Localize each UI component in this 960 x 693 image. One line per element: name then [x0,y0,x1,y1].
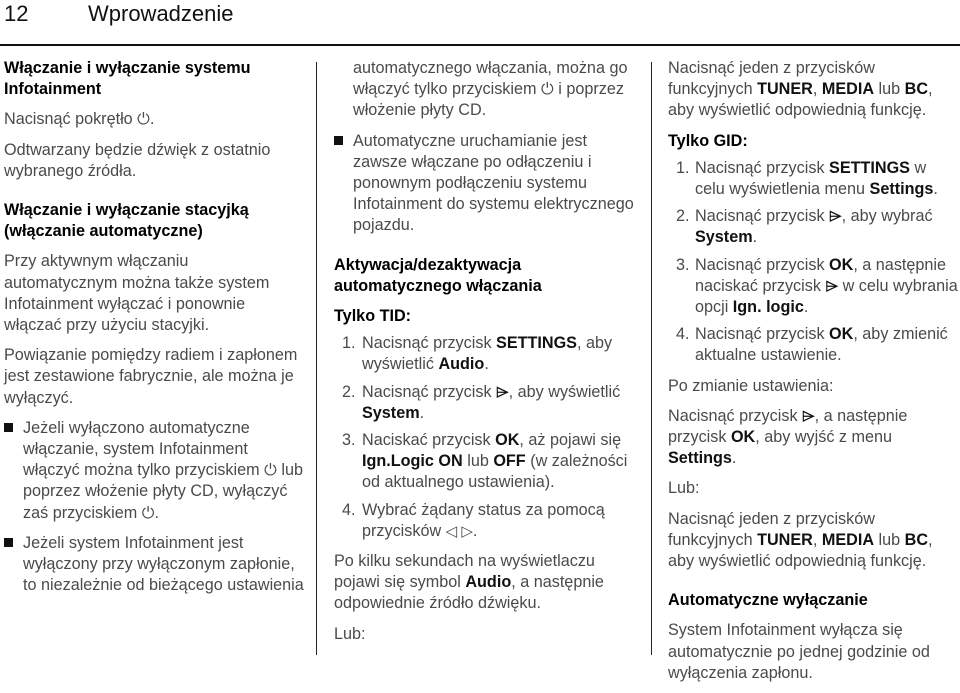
next-button-icon: ⌲ [496,382,509,401]
step-item: 1. Nacisnąć przycisk SETTINGS, aby wyświetlić Audio. [342,334,613,374]
paragraph-lub: Lub: [334,624,366,643]
prev-next-icons: ◁ ▷ [445,522,473,540]
next-button-icon: ⌲ [829,207,842,226]
bullet-square-icon [334,136,343,145]
column-3 [668,58,958,693]
paragraph: Nacisnąć przycisk ⌲, a następnie przycisk OK, aby wyjść z menu Settings. [668,406,908,468]
next-button-icon: ⌲ [802,406,815,425]
tid-label: Tylko TID: [334,307,412,326]
step-item: 4. Nacisnąć przycisk OK, aby zmienić aktualne ustawienie. [676,325,948,365]
paragraph: automatycznego włączania, można go włączyć tylko przyciskiem ⏻ i poprzez włożenie płyty CD. [353,59,628,120]
bullet-text: Jeżeli wyłączono automatyczne włączanie, system Infotainment włączyć można tylko przyciskiem ⏻ lub poprzez włożenie płyty CD, wyłączyć zaś przyciskiem ⏻. [23,418,303,522]
section-heading-ignition: Włączanie i wyłączanie stacyjką (włączanie automatyczne) [4,201,249,241]
paragraph: Po zmianie ustawienia: [668,376,834,395]
paragraph: Nacisnąć jeden z przycisków funkcyjnych TUNER, MEDIA lub BC, aby wyświetlić odpowiednią funkcję. [668,509,933,571]
bullet-square-icon [4,538,13,547]
bullet-item [4,533,304,597]
paragraph: Nacisnąć jeden z przycisków funkcyjnych TUNER, MEDIA lub BC, aby wyświetlić odpowiednią funkcję. [668,59,933,120]
step-item: 3. Naciskać przycisk OK, aż pojawi się Ign.Logic ON lub OFF (w zależności od aktualnego ustawienia). [342,431,628,492]
bullet-item [334,131,634,237]
bullet-text: Jeżeli system Infotainment jest wyłączony przy wyłączonym zapłonie, to niezależnie od bieżącego ustawienia [23,533,304,595]
paragraph: Powiązanie pomiędzy radiem i zapłonem jest zestawione fabrycznie, ale można je wyłączyć. [4,346,298,407]
column-2 [334,58,634,654]
paragraph: Odtwarzany będzie dźwięk z ostatnio wybranego źródła. [4,140,271,180]
bullet-item [4,418,304,524]
paragraph-lub: Lub: [668,479,700,498]
column-1 [4,58,304,605]
header-rule [0,44,960,46]
page-header [0,0,960,44]
section-heading-activation: Aktywacja/dezaktywacja automatycznego włączania [334,255,542,295]
paragraph: System Infotainment wyłącza się automatycznie po jednej godzinie od wyłączenia zapłonu. [668,621,930,682]
step-item: 2. Nacisnąć przycisk ⌲, aby wybrać System. [676,207,933,247]
page-title: Wprowadzenie [88,1,234,26]
paragraph: Nacisnąć pokrętło ⏻. [4,110,155,129]
column-divider-1 [316,62,317,655]
section-heading-auto-off: Automatyczne wyłączanie [668,591,868,610]
page-number: 12 [4,1,29,26]
next-button-icon: ⌲ [825,276,839,295]
step-item: 3. Nacisnąć przycisk OK, a następnie naciskać przycisk ⌲ w celu wybrania opcji Ign. logic. [676,255,958,317]
column-divider-2 [651,62,652,655]
bullet-square-icon [4,423,13,432]
paragraph: Przy aktywnym włączaniu automatycznym można także system Infotainment wyłączać i ponownie włączać przy użyciu stacyjki. [4,252,270,335]
paragraph: Po kilku sekundach na wyświetlaczu pojawi się symbol Audio, a następnie odpowiednie źródło dźwięku. [334,552,604,613]
step-item: 4. Wybrać żądany status za pomocą przycisków ◁ ▷. [342,500,605,540]
bullet-text: Automatyczne uruchamianie jest zawsze włączane po odłączeniu i ponownym podłączeniu systemu Infotainment do systemu elektrycznego pojazdu. [353,131,634,235]
step-item: 1. Nacisnąć przycisk SETTINGS w celu wyświetlenia menu Settings. [676,158,938,199]
gid-label: Tylko GID: [668,131,748,150]
section-heading-power: Włączanie i wyłączanie systemu Infotainment [4,59,251,99]
step-item: 2. Nacisnąć przycisk ⌲, aby wyświetlić System. [342,382,621,422]
